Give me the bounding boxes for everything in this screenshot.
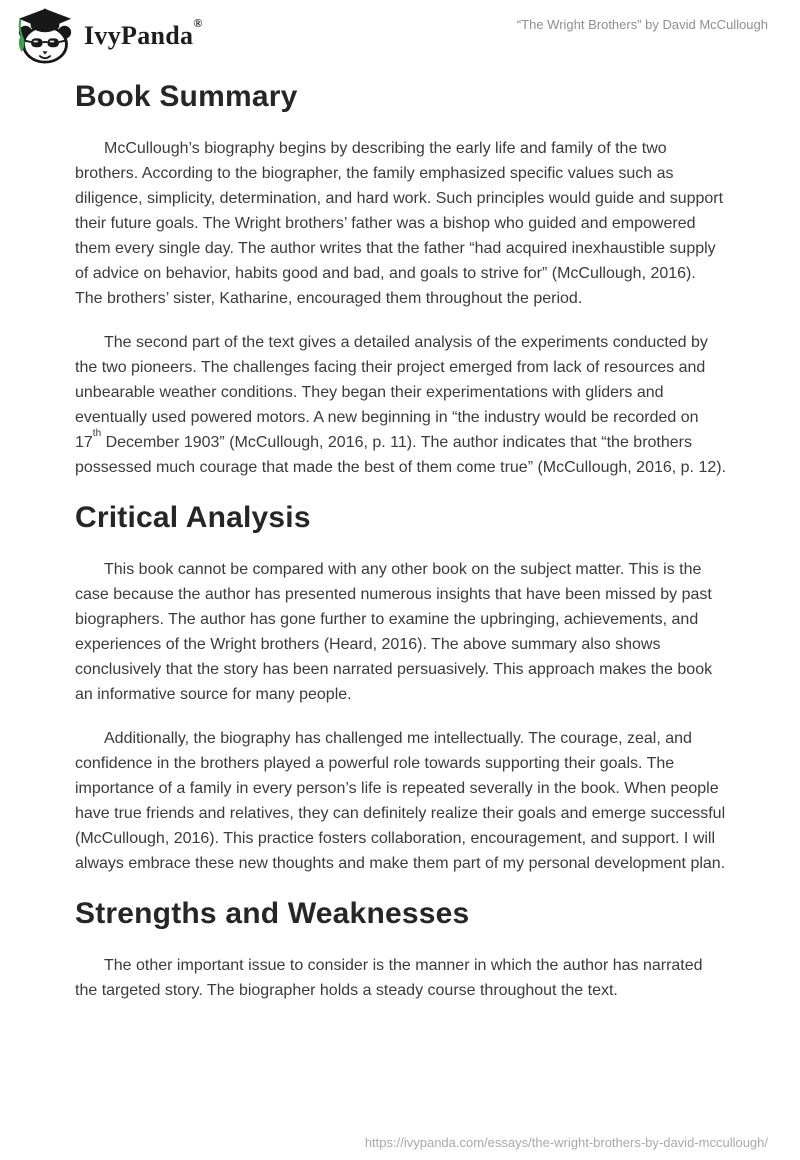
paragraph-critical-analysis-1: This book cannot be compared with any other book on the subject matter. This is the case because the author has presented numerous insights that have been missed by past biographers. The author has gone further to examine the upbringing, achievements, and experiences of the Wright brothers (Heard, 2016). The above summary also shows conclusively that the story has been narrated persuasively. This approach makes the book an informative source for many people. xyxy=(75,561,713,703)
page-header xyxy=(0,0,800,64)
ordinal-suffix: th xyxy=(92,428,102,440)
essay-content xyxy=(0,80,800,1003)
page-footer xyxy=(365,1135,768,1150)
paragraph-book-summary-2 xyxy=(75,330,727,480)
paragraph-critical-analysis-2: Additionally, the biography has challenged me intellectually. The courage, zeal, and confidence in the brothers played a powerful role towards supporting their goals. The importance of a family in every person’s life is repeated severally in the book. When people have true friends and relatives, they can definitely realize their goals and emerge successful (McCullough, 2016). This practice fosters collaboration, encouragement, and support. I will always embrace these new thoughts and make them part of my personal development plan. xyxy=(75,730,726,872)
paragraph-text: December 1903” (McCullough, 2016, p. 11). The author indicates that “the brothers possessed much courage that made the best of them come true” (McCullough, 2016, p. 12). xyxy=(75,434,727,476)
section-heading-book-summary: Book Summary xyxy=(75,80,298,113)
section-heading-strengths-weaknesses: Strengths and Weaknesses xyxy=(75,897,470,930)
brand-name: IvyPanda® xyxy=(84,15,203,50)
paragraph-strengths-weaknesses-1: The other important issue to consider is the manner in which the author has narrated the targeted story. The biographer holds a steady course throughout the text. xyxy=(75,957,703,999)
panda-graduation-cap-icon xyxy=(14,8,76,64)
paragraph-text: The second part of the text gives a detailed analysis of the experiments conducted by the two pioneers. The challenges facing their project emerged from lack of resources and unbearable weather conditions. They began their experimentations with gliders and eventually used powered motors. A new beginning in “the industry would be recorded on 17 xyxy=(75,334,708,451)
paragraph-book-summary-1: McCullough’s biography begins by describing the early life and family of the two brothers. According to the biographer, the family emphasized specific values such as diligence, simplicity, determination, and hard work. Such principles would guide and support their future goals. The Wright brothers’ father was a bishop who guided and empowered them every single day. The author writes that the father “had acquired inexhaustible supply of advice on behavior, habits good and bad, and goals to strive for” (McCullough, 2016). The brothers’ sister, Katharine, encouraged them throughout the period. xyxy=(75,140,724,307)
registered-mark: ® xyxy=(193,15,203,30)
source-url: https://ivypanda.com/essays/the-wright-brothers-by-david-mccullough/ xyxy=(364,1135,768,1150)
document-title: “The Wright Brothers” by David McCullough xyxy=(516,17,768,32)
brand xyxy=(14,8,203,64)
section-heading-critical-analysis: Critical Analysis xyxy=(75,501,311,534)
